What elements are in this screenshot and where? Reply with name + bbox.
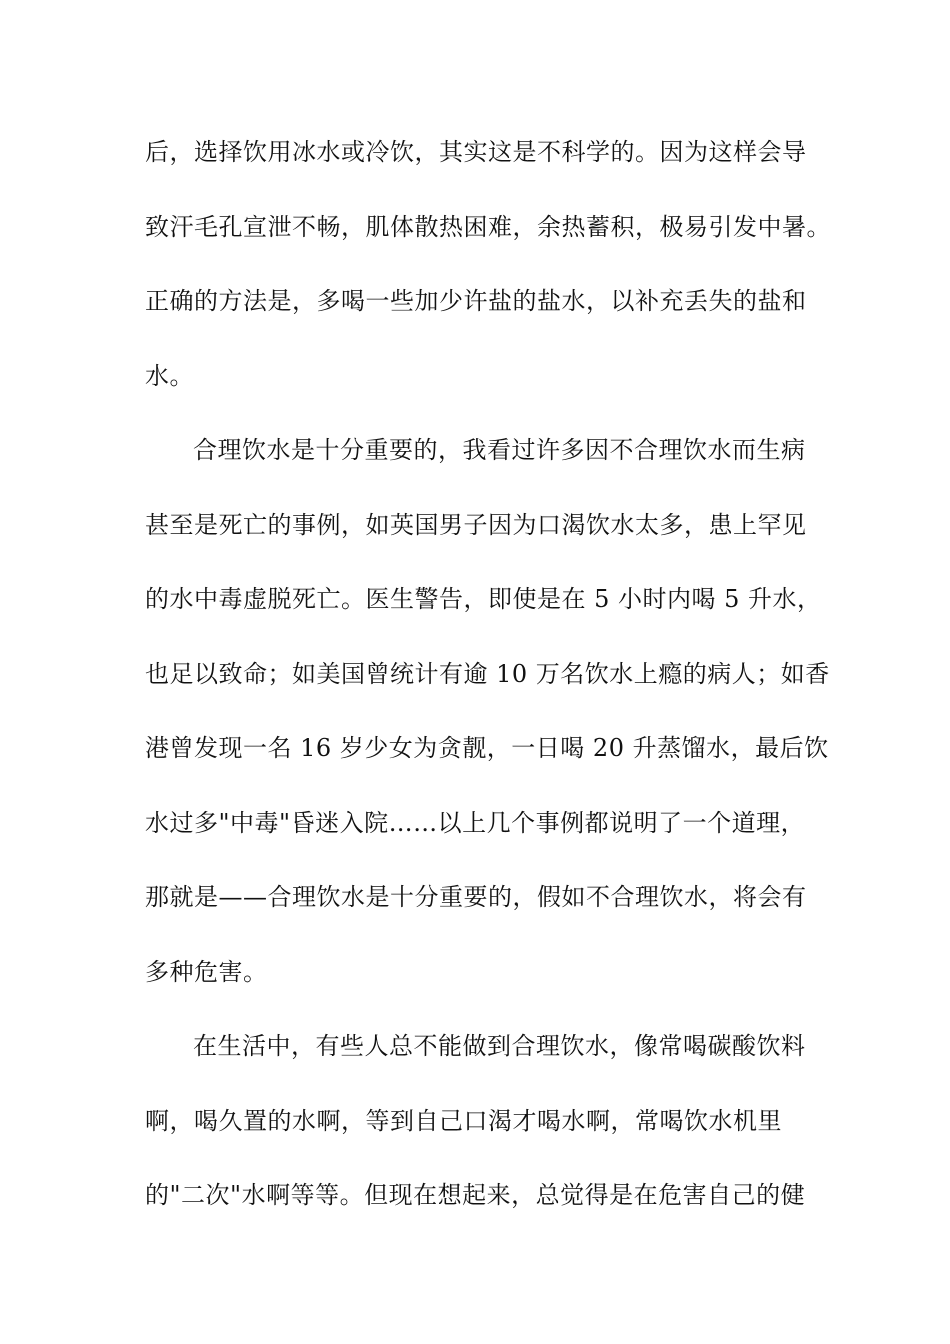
paragraph-2-line-2: 甚至是死亡的事例，如英国男子因为口渴饮水太多，患上罕见 (145, 511, 807, 539)
paragraph-2-line-3: 的水中毒虚脱死亡。医生警告，即使是在 5 小时内喝 5 升水， (145, 585, 822, 613)
paragraph-2-line-6: 水过多"中毒"昏迷入院……以上几个事例都说明了一个道理， (145, 809, 806, 837)
paragraph-3-line-3: 的"二次"水啊等等。但现在想起来，总觉得是在危害自己的健 (145, 1181, 806, 1209)
paragraph-2-line-8: 多种危害。 (145, 958, 268, 986)
paragraph-3-line-2: 啊，喝久置的水啊，等到自己口渴才喝水啊，常喝饮水机里 (145, 1107, 782, 1135)
paragraph-2-line-4: 也足以致命；如美国曾统计有逾 10 万名饮水上瘾的病人；如香 (145, 660, 830, 688)
paragraph-2-line-7: 那就是——合理饮水是十分重要的，假如不合理饮水，将会有 (145, 883, 807, 911)
paragraph-1-line-4: 水。 (145, 362, 194, 390)
paragraph-1-line-1: 后，选择饮用冰水或冷饮，其实这是不科学的。因为这样会导 (145, 138, 807, 166)
paragraph-1-line-3: 正确的方法是，多喝一些加少许盐的盐水，以补充丢失的盐和 (145, 287, 807, 315)
paragraph-3-line-1: 在生活中，有些人总不能做到合理饮水，像常喝碳酸饮料 (193, 1032, 806, 1060)
paragraph-1-line-2: 致汗毛孔宣泄不畅，肌体散热困难，余热蓄积，极易引发中暑。 (145, 213, 831, 241)
paragraph-2-line-1: 合理饮水是十分重要的，我看过许多因不合理饮水而生病 (193, 436, 806, 464)
paragraph-2-line-5: 港曾发现一名 16 岁少女为贪靓，一日喝 20 升蒸馏水，最后饮 (145, 734, 829, 762)
